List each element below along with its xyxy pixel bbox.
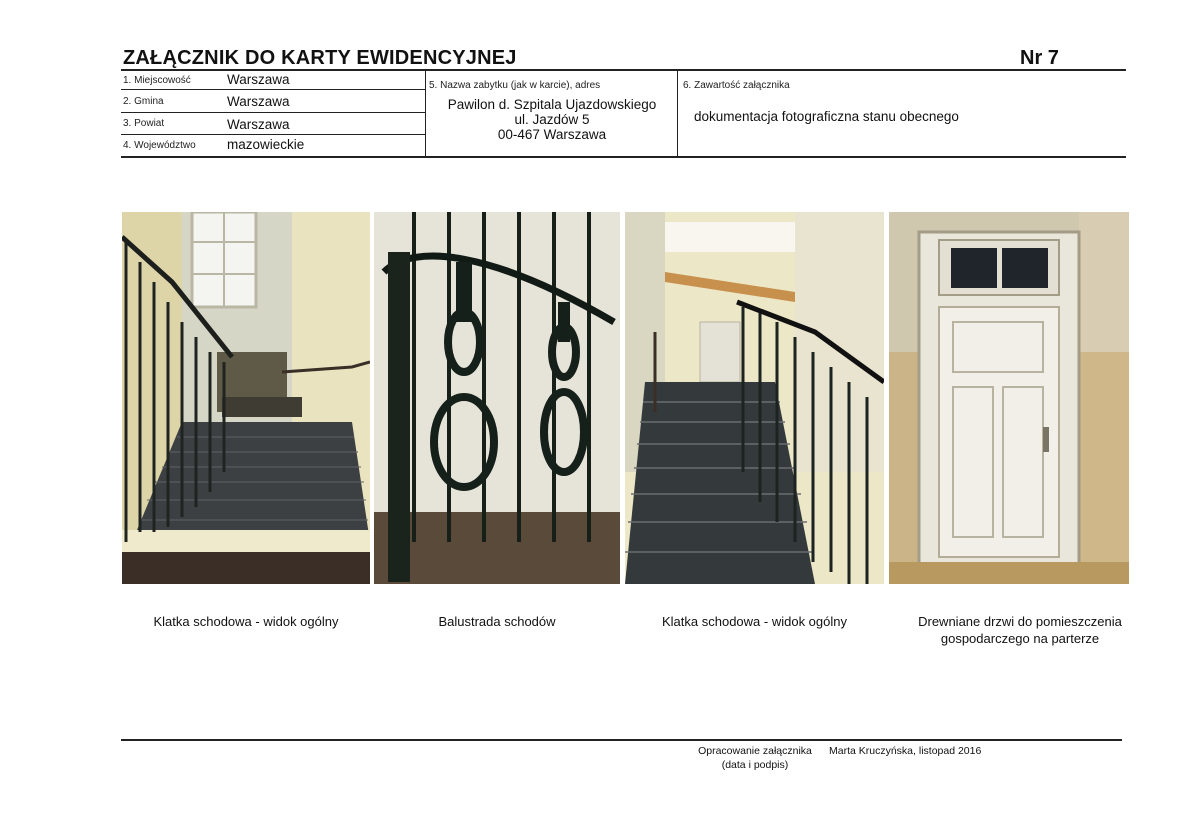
photo-balustrade	[374, 212, 620, 584]
photo-caption-4	[889, 613, 1151, 647]
photo-caption-3: Klatka schodowa - widok ogólny	[662, 614, 847, 629]
header-bottom-rule	[121, 156, 1126, 158]
monument-city: 00-467 Warszawa	[497, 127, 607, 142]
photo-caption-4-line1: Drewniane drzwi do pomieszczenia	[918, 614, 1122, 629]
prepared-label: Opracowanie załącznika	[698, 745, 812, 757]
row-divider-2	[121, 112, 425, 113]
field-label-zawartosc: 6. Zawartość załącznika	[683, 80, 790, 91]
photo-caption-4-line2: gospodarczego na parterze	[940, 631, 1100, 646]
field-label-powiat: 3. Powiat	[123, 118, 165, 129]
monument-street: ul. Jazdów 5	[514, 112, 590, 127]
photo-staircase-1	[122, 212, 370, 584]
field-value-miejscowosc: Warszawa	[227, 72, 290, 87]
footer-rule	[121, 739, 1122, 741]
attachment-content: dokumentacja fotograficzna stanu obecnego	[694, 109, 959, 124]
field-value-gmina: Warszawa	[227, 94, 290, 109]
field-label-gmina: 2. Gmina	[123, 96, 164, 107]
photo-caption-1: Klatka schodowa - widok ogólny	[153, 614, 339, 629]
row-divider-3	[121, 134, 425, 135]
field-label-wojewodztwo: 4. Województwo	[123, 140, 196, 151]
field-label-zabytek: 5. Nazwa zabytku (jak w karcie), adres	[429, 80, 601, 91]
field-label-miejscowosc: 1. Miejscowość	[123, 75, 191, 86]
document-number: Nr 7	[1020, 47, 1059, 69]
photo-caption-2: Balustrada schodów	[438, 614, 556, 629]
photo-wooden-door	[889, 212, 1129, 584]
author-signature: Marta Kruczyńska, listopad 2016	[829, 745, 982, 757]
monument-name: Pawilon d. Szpitala Ujazdowskiego	[447, 97, 657, 112]
field-value-powiat: Warszawa	[227, 117, 290, 132]
row-divider-1	[121, 89, 425, 90]
field-value-wojewodztwo: mazowieckie	[227, 137, 305, 152]
page-title: ZAŁĄCZNIK DO KARTY EWIDENCYJNEJ	[123, 47, 517, 69]
prepared-sub-label: (data i podpis)	[721, 759, 789, 771]
header-top-rule	[121, 69, 1126, 71]
photo-staircase-2	[625, 212, 884, 584]
